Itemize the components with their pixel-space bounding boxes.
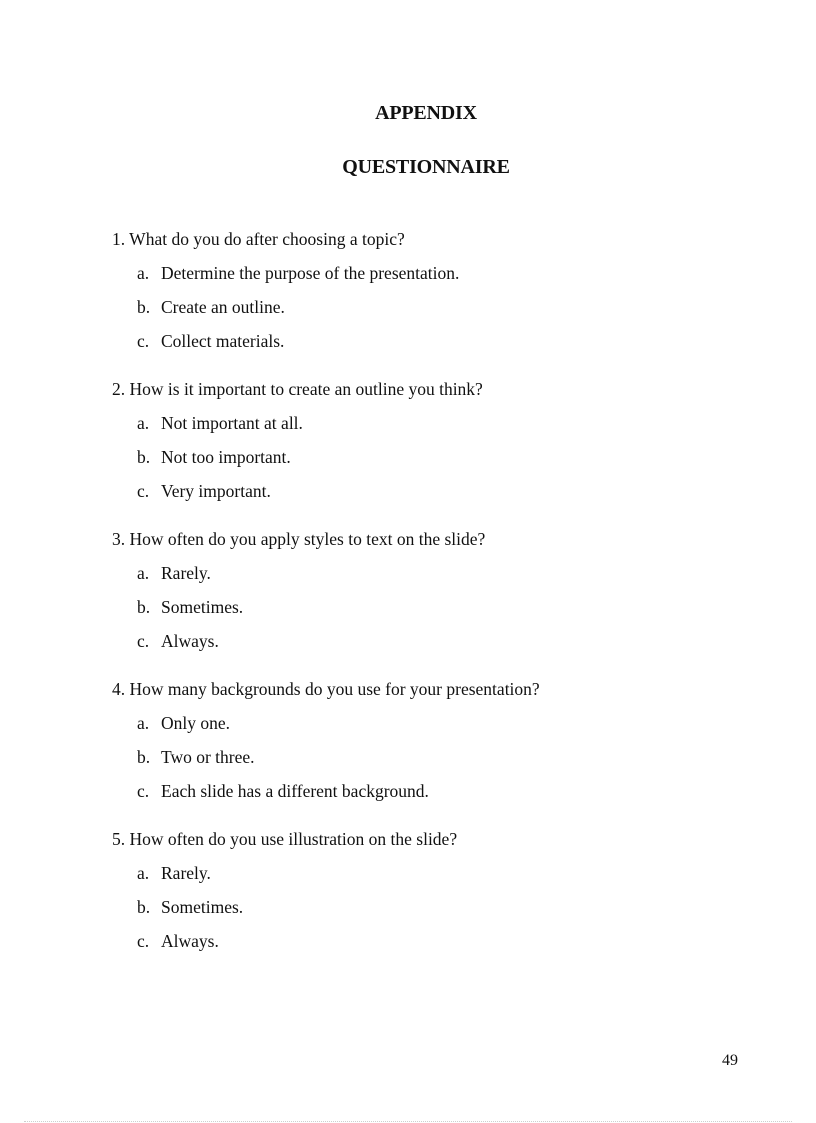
option-text: Create an outline. bbox=[161, 297, 285, 317]
option-text: Two or three. bbox=[161, 747, 255, 767]
answer-option bbox=[112, 596, 752, 630]
answer-option bbox=[112, 712, 752, 746]
answer-option bbox=[112, 330, 752, 364]
option-letter: b. bbox=[137, 897, 151, 917]
question-3 bbox=[112, 528, 752, 678]
option-letter: b. bbox=[137, 447, 151, 467]
answer-option bbox=[112, 446, 752, 480]
question-text: 5. How often do you use illustration on the slide? bbox=[112, 829, 458, 849]
question-text: 3. How often do you apply styles to text on the slide? bbox=[112, 529, 486, 549]
option-letter: b. bbox=[137, 297, 151, 317]
option-letter: a. bbox=[137, 263, 150, 283]
option-text: Sometimes. bbox=[161, 897, 244, 917]
page-bottom-divider bbox=[24, 1121, 792, 1122]
option-letter: c. bbox=[137, 481, 150, 501]
option-text: Always. bbox=[161, 631, 219, 651]
option-text: Rarely. bbox=[161, 563, 211, 583]
option-letter: c. bbox=[137, 331, 150, 351]
option-text: Collect materials. bbox=[161, 331, 285, 351]
option-letter: c. bbox=[137, 781, 150, 801]
answer-option bbox=[112, 412, 752, 446]
option-letter: a. bbox=[137, 563, 150, 583]
option-text: Rarely. bbox=[161, 863, 211, 883]
answer-option bbox=[112, 562, 752, 596]
question-2 bbox=[112, 378, 752, 528]
answer-option bbox=[112, 296, 752, 330]
option-text: Always. bbox=[161, 931, 219, 951]
question-text: 2. How is it important to create an outline you think? bbox=[112, 379, 483, 399]
answer-option bbox=[112, 630, 752, 664]
question-4 bbox=[112, 678, 752, 828]
question-list bbox=[112, 228, 752, 978]
option-text: Sometimes. bbox=[161, 597, 244, 617]
option-letter: a. bbox=[137, 713, 150, 733]
option-letter: c. bbox=[137, 631, 150, 651]
option-text: Each slide has a different background. bbox=[161, 781, 429, 801]
question-5 bbox=[112, 828, 752, 978]
answer-option bbox=[112, 480, 752, 514]
option-letter: a. bbox=[137, 863, 150, 883]
appendix-heading: APPENDIX bbox=[375, 102, 477, 124]
option-text: Not important at all. bbox=[161, 413, 303, 433]
questionnaire-title: QUESTIONNAIRE bbox=[342, 156, 510, 178]
question-text: 1. What do you do after choosing a topic? bbox=[112, 229, 405, 249]
option-letter: a. bbox=[137, 413, 150, 433]
answer-option bbox=[112, 780, 752, 814]
option-text: Not too important. bbox=[161, 447, 291, 467]
option-letter: c. bbox=[137, 931, 150, 951]
answer-option bbox=[112, 862, 752, 896]
question-1 bbox=[112, 228, 752, 378]
answer-option bbox=[112, 896, 752, 930]
option-text: Determine the purpose of the presentation. bbox=[161, 263, 460, 283]
answer-option bbox=[112, 930, 752, 964]
page-number: 49 bbox=[722, 1052, 738, 1069]
question-text: 4. How many backgrounds do you use for your presentation? bbox=[112, 679, 540, 699]
option-letter: b. bbox=[137, 597, 151, 617]
answer-option bbox=[112, 746, 752, 780]
answer-option bbox=[112, 262, 752, 296]
option-letter: b. bbox=[137, 747, 151, 767]
option-text: Very important. bbox=[161, 481, 271, 501]
option-text: Only one. bbox=[161, 713, 231, 733]
